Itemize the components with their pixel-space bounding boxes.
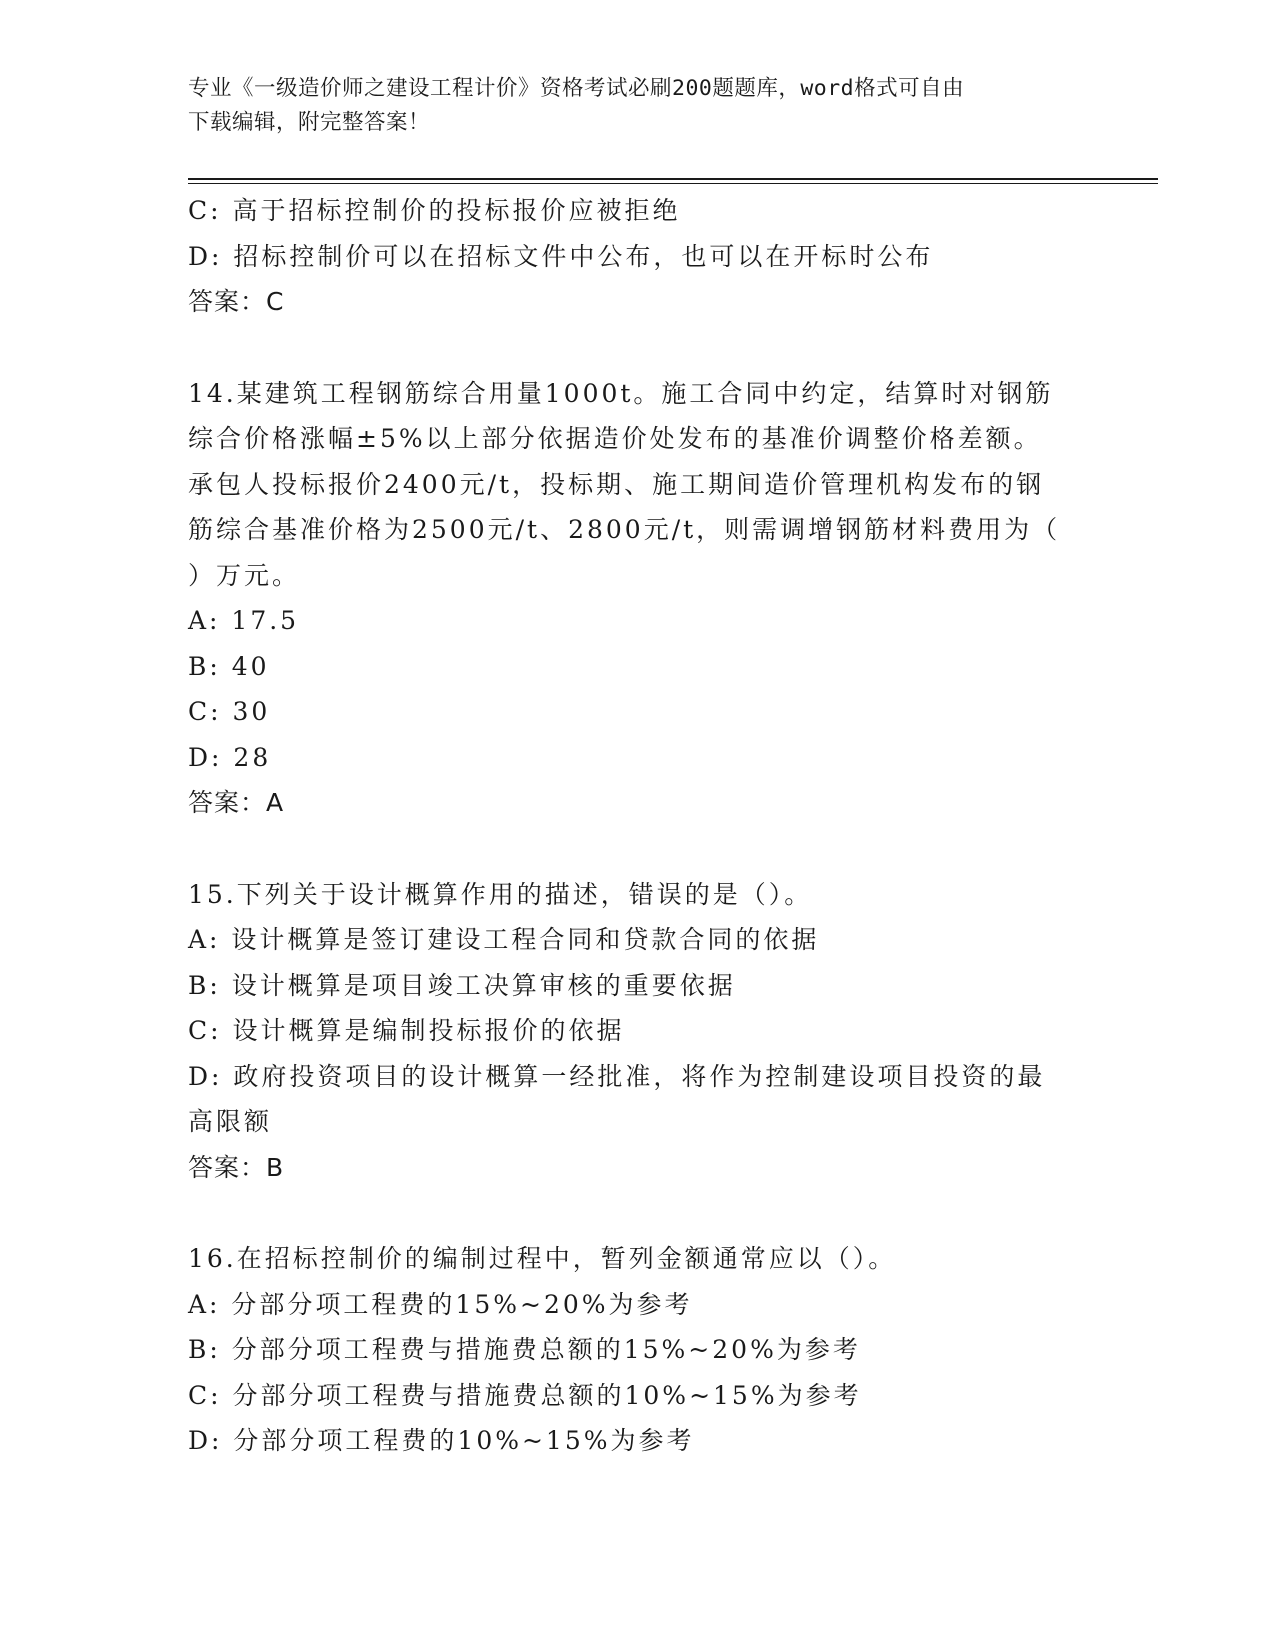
q16-option-c: C: 分部分项工程费与措施费总额的10%~15%为参考 (188, 1380, 862, 1410)
header-divider-thick (188, 178, 1158, 180)
q13-option-c: C: 高于招标控制价的投标报价应被拒绝 (188, 196, 681, 225)
q14-stem-line: 综合价格涨幅±5%以上部分依据造价处发布的基准价调整价格差额。 (188, 424, 1042, 453)
q15-option-c: C: 设计概算是编制投标报价的依据 (188, 1016, 625, 1045)
q14-stem-line: 14.某建筑工程钢筋综合用量1000t。施工合同中约定，结算时对钢筋 (188, 378, 1054, 408)
q14-stem-line: ）万元。 (188, 560, 301, 590)
q14-stem-line: 承包人投标报价2400元/t，投标期、施工期间造价管理机构发布的钢 (188, 469, 1045, 499)
header-line-1: 专业《一级造价师之建设工程计价》资格考试必刷200题题库，word格式可自由 (188, 76, 965, 101)
question-13 (188, 188, 1088, 325)
q15-option-d-line: 高限额 (188, 1107, 273, 1136)
q15-option-d-line: D: 政府投资项目的设计概算一经批准，将作为控制建设项目投资的最 (188, 1061, 1046, 1091)
q16-option-d: D: 分部分项工程费的10%~15%为参考 (188, 1426, 695, 1455)
q14-option-d: D: 28 (188, 742, 272, 772)
header-line-2: 下载编辑，附完整答案！ (188, 110, 431, 135)
q16-option-a: A: 分部分项工程费的15%~20%为参考 (188, 1289, 693, 1319)
q15-answer: 答案：B (188, 1152, 285, 1182)
q15-option-a: A: 设计概算是签订建设工程合同和贷款合同的依据 (188, 925, 820, 954)
q14-option-a: A: 17.5 (188, 606, 300, 635)
q14-option-c: C: 30 (188, 697, 271, 726)
question-14 (188, 371, 1088, 826)
spacer (188, 826, 1088, 872)
q16-stem: 16.在招标控制价的编制过程中，暂列金额通常应以（）。 (188, 1244, 897, 1273)
spacer (188, 325, 1088, 371)
q14-answer: 答案：A (188, 788, 285, 817)
q14-stem-line: 筋综合基准价格为2500元/t、2800元/t，则需调增钢筋材料费用为（ (188, 515, 1061, 544)
question-16 (188, 1236, 1088, 1464)
q15-stem: 15.下列关于设计概算作用的描述，错误的是（）。 (188, 879, 813, 909)
q14-option-b: B: 40 (188, 651, 270, 681)
q13-answer: 答案：C (188, 287, 285, 316)
header-divider-thin (188, 183, 1158, 184)
spacer (188, 1190, 1088, 1236)
q13-option-d: D: 招标控制价可以在招标文件中公布，也可以在开标时公布 (188, 241, 934, 271)
question-list (188, 188, 1088, 1464)
document-header (188, 72, 1068, 140)
q15-option-b: B: 设计概算是项目竣工决算审核的重要依据 (188, 970, 736, 1000)
question-15 (188, 872, 1088, 1191)
q16-option-b: B: 分部分项工程费与措施费总额的15%~20%为参考 (188, 1335, 861, 1364)
